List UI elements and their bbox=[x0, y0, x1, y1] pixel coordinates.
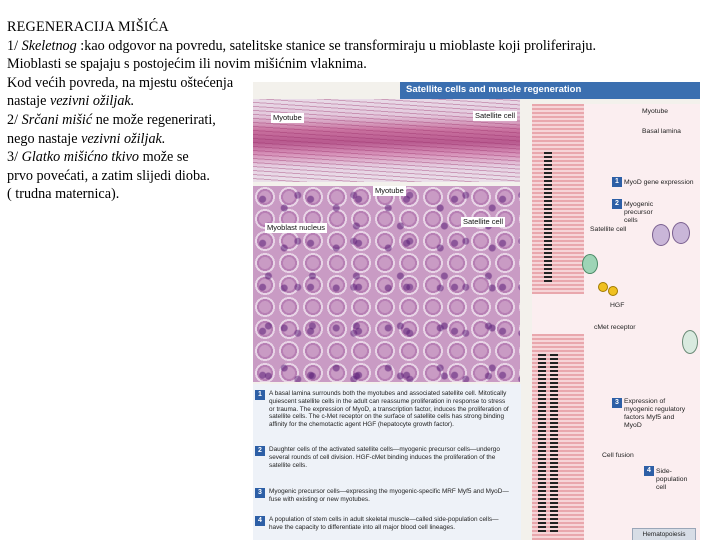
line-rest: prvo povećati, a zatim slijedi dioba. bbox=[7, 167, 210, 184]
label-myogenic: Myogenic precursor cells bbox=[624, 201, 654, 224]
caption-2 bbox=[255, 446, 509, 469]
label-myotube-mid: Myotube bbox=[375, 186, 404, 195]
precursor-cell bbox=[672, 222, 690, 244]
text-line-7 bbox=[7, 148, 713, 167]
line-rest: :kao odgovor na povredu, satelitske stanice se transformiraju u mioblaste koji proliferiraju. bbox=[76, 37, 597, 54]
label-myod: MyoD gene expression bbox=[624, 179, 694, 186]
line-emphasis: Skeletnog bbox=[21, 37, 77, 54]
line-emphasis: Srčani mišić bbox=[21, 111, 93, 128]
text-line-6 bbox=[7, 130, 713, 149]
step-number-badge: 4 bbox=[255, 516, 265, 526]
slide-title: REGENERACIJA MIŠIĆA bbox=[7, 19, 169, 35]
label-myotube-top: Myotube bbox=[273, 113, 302, 122]
line-prefix: 3/ bbox=[7, 149, 22, 166]
line-emphasis: vezivni ožiljak. bbox=[49, 93, 135, 110]
line-rest: može se bbox=[139, 149, 189, 166]
step-number-badge: 2 bbox=[612, 199, 622, 209]
text-line-2 bbox=[7, 55, 713, 74]
line-prefix: nastaje bbox=[7, 93, 50, 110]
step-number-badge: 3 bbox=[612, 398, 622, 408]
step-number-badge: 4 bbox=[644, 466, 654, 476]
step-number-badge: 1 bbox=[255, 390, 265, 400]
label-cmet: cMet receptor bbox=[594, 324, 636, 331]
label-side-population: Side-population cell bbox=[656, 468, 688, 491]
line-rest: ( trudna maternica). bbox=[7, 186, 120, 203]
text-line-8 bbox=[7, 167, 713, 186]
caption-text: Myogenic precursor cells—expressing the myogenic-specific MRF Myf5 and MyoD—fuse with existing or new myotubes. bbox=[269, 488, 509, 503]
slide-text bbox=[7, 18, 713, 204]
sarcomere-stripes bbox=[538, 354, 546, 534]
hgf-molecule bbox=[608, 286, 618, 296]
text-line-9 bbox=[7, 185, 713, 204]
line-rest: ne može regenerirati, bbox=[92, 111, 216, 128]
label-satellite-mid: Satellite cell bbox=[463, 217, 504, 226]
figure-header-title: Satellite cells and muscle regeneration bbox=[406, 84, 582, 95]
hematopoiesis-box bbox=[632, 528, 696, 540]
satellite-cell bbox=[582, 254, 598, 274]
caption-text: A population of stem cells in adult skeletal muscle—called side-population cells—have the capacity to differentiate into all major blood cell lineages. bbox=[269, 516, 499, 531]
text-line-4 bbox=[7, 92, 713, 111]
label-satellite-top: Satellite cell bbox=[475, 111, 516, 120]
label-myoblast-nucleus: Myoblast nucleus bbox=[267, 223, 325, 232]
caption-4 bbox=[255, 516, 509, 532]
sarcomere-stripes bbox=[550, 354, 558, 534]
side-population-cell bbox=[682, 330, 698, 354]
line-emphasis: Glatko mišićno tkivo bbox=[21, 149, 140, 166]
label-expression: Expression of myogenic regulatory factors Myf5 and MyoD bbox=[624, 398, 686, 429]
line-rest: Mioblasti se spajaju s postojećim ili novim mišićnim vlaknima. bbox=[7, 56, 367, 73]
line-prefix: 2/ bbox=[7, 111, 22, 128]
label-basal-lamina: Basal lamina bbox=[642, 128, 681, 135]
step-number-badge: 1 bbox=[612, 177, 622, 187]
caption-text: A basal lamina surrounds both the myotubes and associated satellite cell. Mitotically quiescent satellite cells in the adult can reassume proliferation in response to stress or trauma. The expression of MyoD, a transcription factor, induces the proliferation of satellite cells. The c-Met receptor on the surface of satellite cells has strong binding affinity for the chemotactic agent HGF (hepatocyte growth factor). bbox=[269, 390, 509, 429]
label-myotube: Myotube bbox=[642, 108, 669, 115]
caption-3 bbox=[255, 488, 509, 504]
figure-captions bbox=[253, 384, 521, 540]
text-line-3 bbox=[7, 74, 713, 93]
label-satellite: Satellite cell bbox=[590, 226, 627, 233]
micrograph-cross-section bbox=[253, 186, 520, 382]
line-prefix: 1/ bbox=[7, 37, 22, 54]
label-hematopoiesis: Hematopoiesis bbox=[642, 531, 686, 538]
caption-1 bbox=[255, 390, 509, 429]
step-number-badge: 3 bbox=[255, 488, 265, 498]
step-number-badge: 2 bbox=[255, 446, 265, 456]
label-hgf: HGF bbox=[610, 302, 625, 309]
hgf-molecule bbox=[598, 282, 608, 292]
caption-text: Daughter cells of the activated satellite cells—myogenic precursor cells—undergo several rounds of cell division. HGF-cMet binding induces the proliferation of the satellite cells. bbox=[269, 446, 500, 469]
line-emphasis: vezivni ožiljak. bbox=[81, 130, 166, 147]
line-rest: Kod većih povreda, na mjestu oštećenja bbox=[7, 74, 234, 91]
precursor-cell bbox=[652, 224, 670, 246]
label-fusion: Cell fusion bbox=[602, 452, 634, 459]
text-line-1 bbox=[7, 37, 713, 56]
text-line-5 bbox=[7, 111, 713, 130]
line-prefix: nego nastaje bbox=[7, 130, 82, 147]
